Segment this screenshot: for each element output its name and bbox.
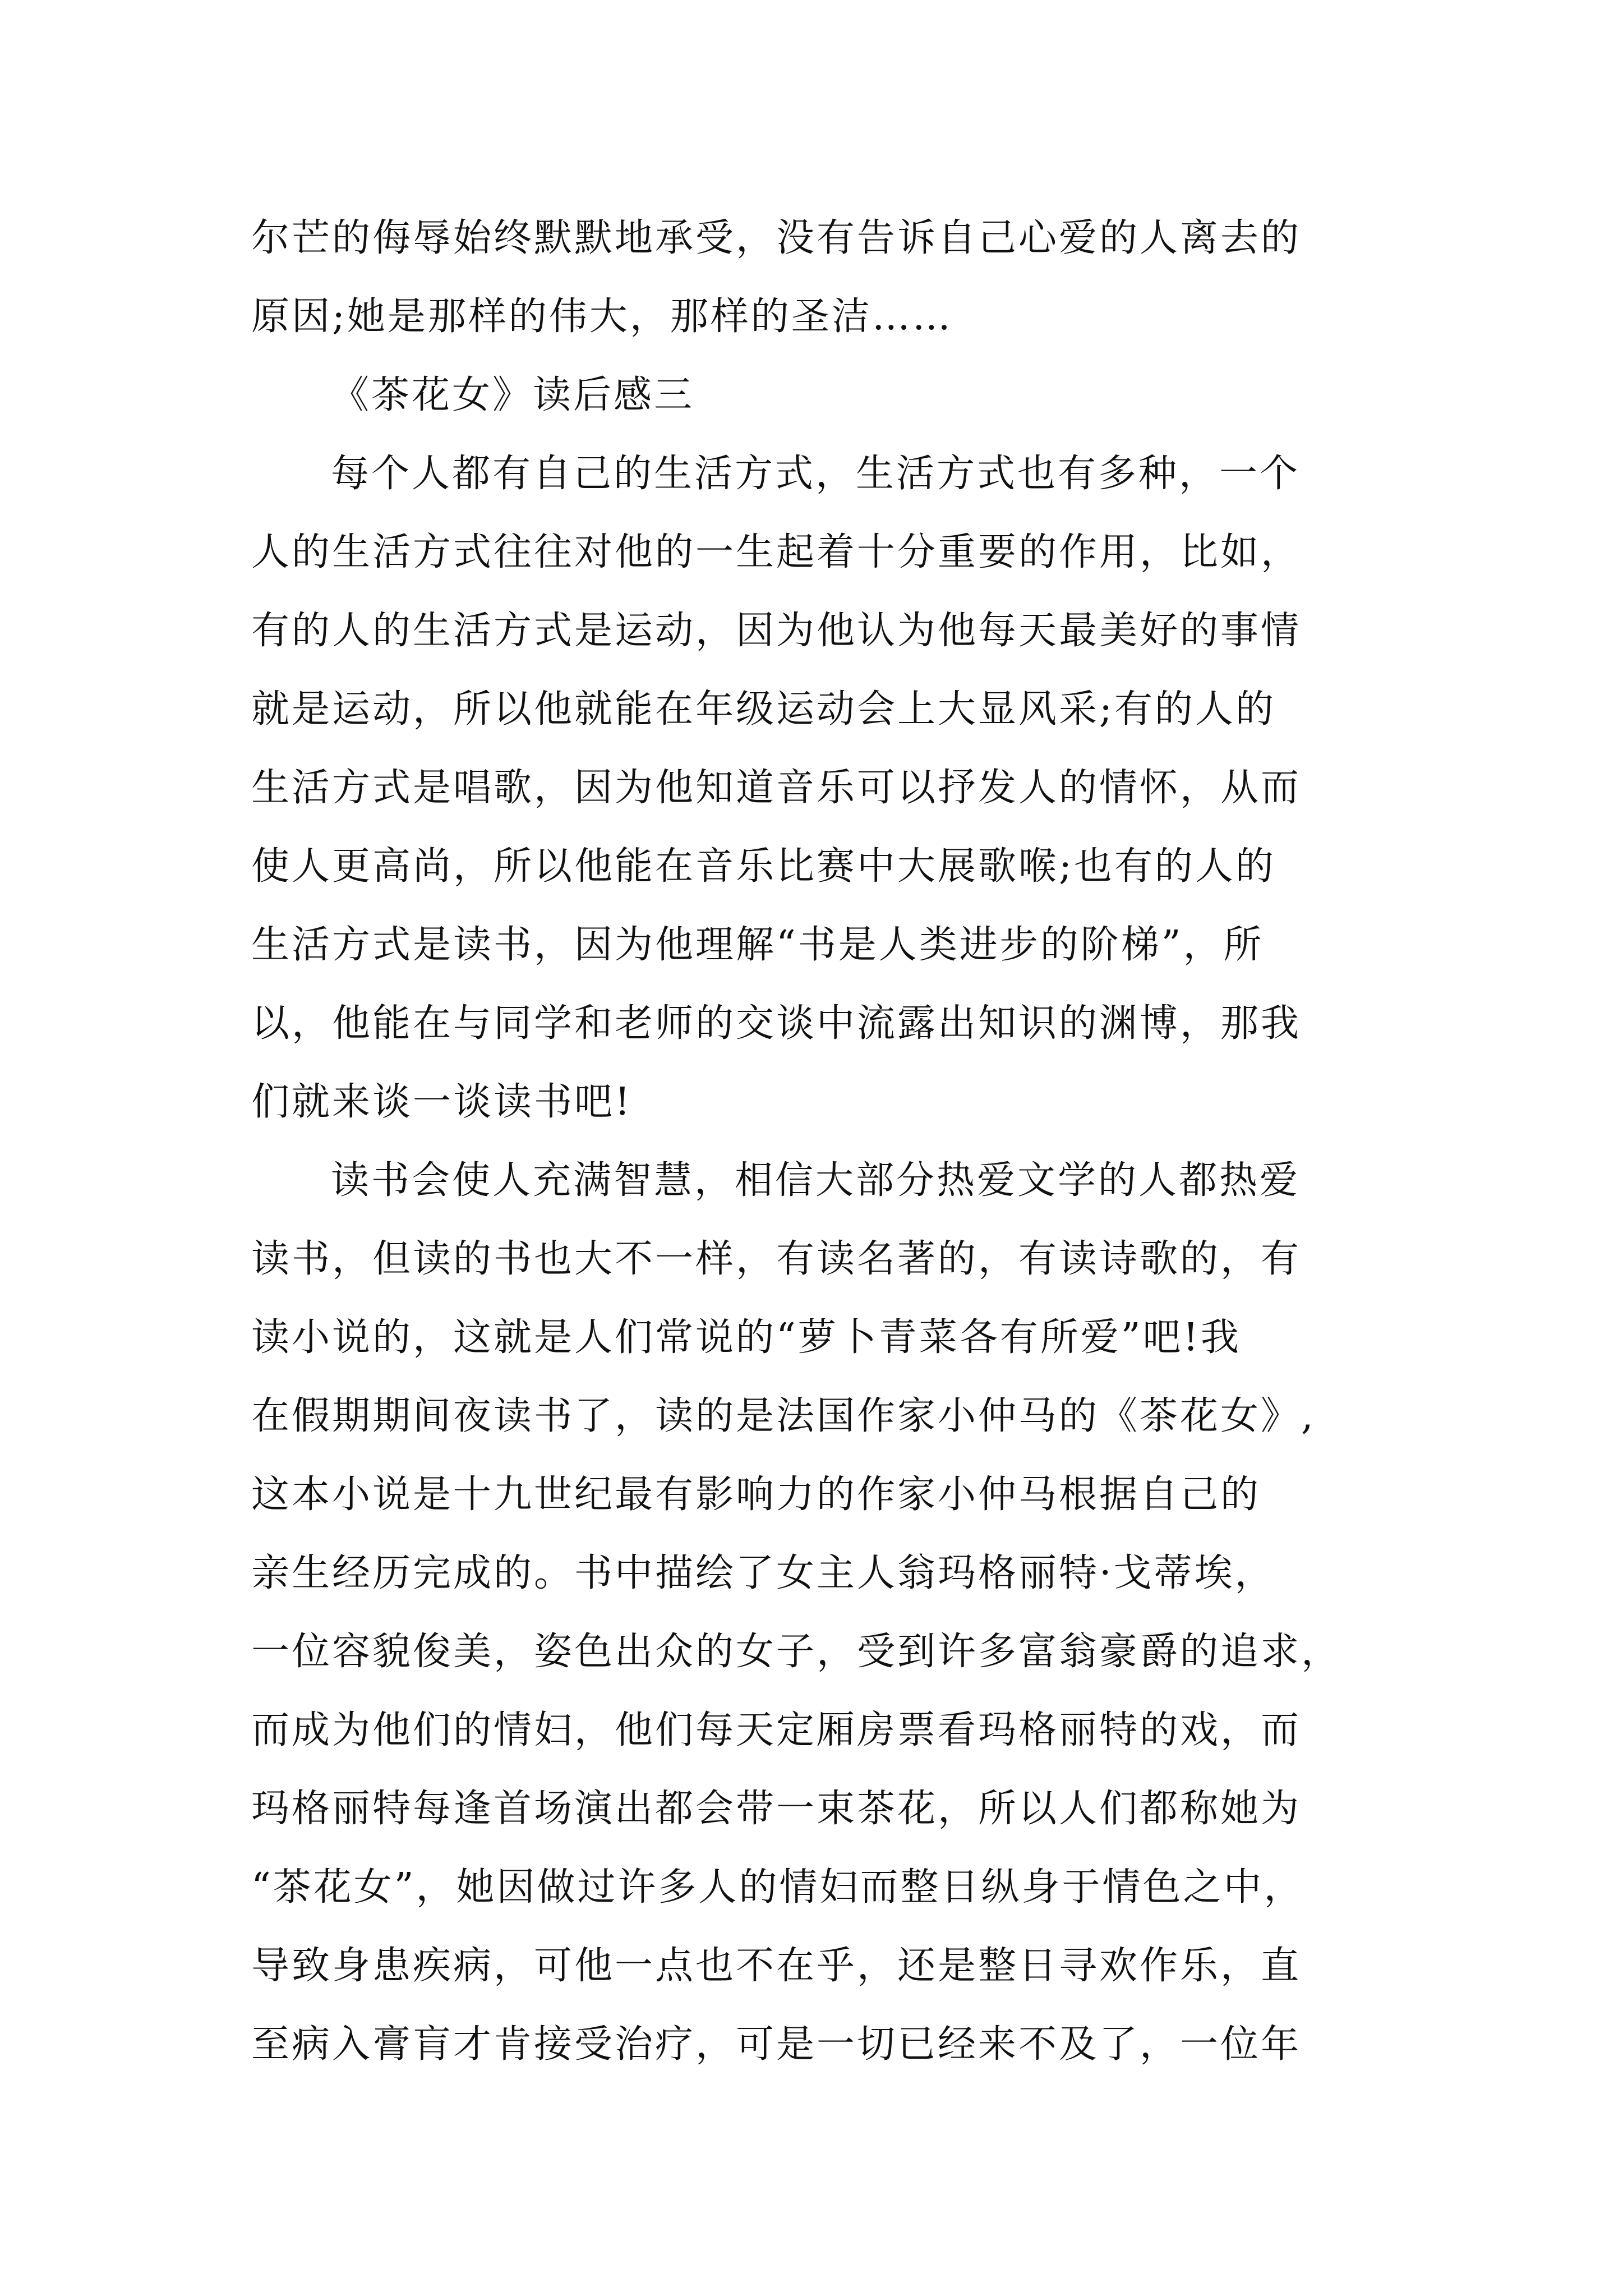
text-line: 以，他能在与同学和老师的交谈中流露出知识的渊博，那我 — [251, 1001, 1302, 1046]
text-line: 至病入膏肓才肯接受治疗，可是一切已经来不及了，一位年 — [251, 2022, 1302, 2067]
text-line: 们就来谈一谈读书吧! — [251, 1080, 633, 1124]
paragraph-first-line: 每个人都有自己的生活方式，生活方式也有多种，一个 — [331, 452, 1301, 496]
text-line: 尔芒的侮辱始终默默地承受，没有告诉自己心爱的人离去的 — [251, 216, 1302, 260]
text-line: 玛格丽特每逢首场演出都会带一束茶花，所以人们都称她为 — [251, 1787, 1302, 1831]
text-line: 读小说的，这就是人们常说的“萝卜青菜各有所爱”吧!我 — [251, 1315, 1241, 1360]
section-heading: 《茶花女》读后感三 — [331, 373, 695, 417]
text-line: 导致身患疾病，可他一点也不在乎，还是整日寻欢作乐，直 — [251, 1944, 1302, 1988]
text-line: 生活方式是唱歌，因为他知道音乐可以抒发人的情怀，从而 — [251, 766, 1302, 810]
text-line: “茶花女”，她因做过许多人的情妇而整日纵身于情色之中， — [251, 1865, 1304, 1910]
text-line: 一位容貌俊美，姿色出众的女子，受到许多富翁豪爵的追求， — [251, 1630, 1342, 1674]
text-line: 而成为他们的情妇，他们每天定厢房票看玛格丽特的戏，而 — [251, 1708, 1302, 1752]
text-line: 读书，但读的书也大不一样，有读名著的，有读诗歌的，有 — [251, 1237, 1302, 1281]
text-line: 在假期期间夜读书了，读的是法国作家小仲马的《茶花女》, — [251, 1394, 1316, 1438]
text-line: 人的生活方式往往对他的一生起着十分重要的作用，比如， — [251, 530, 1302, 574]
text-line: 使人更高尚，所以他能在音乐比赛中大展歌喉;也有的人的 — [251, 844, 1276, 889]
text-line: 原因;她是那样的伟大，那样的圣洁…… — [251, 295, 953, 339]
text-line: 生活方式是读书，因为他理解“书是人类进步的阶梯”，所 — [251, 923, 1264, 967]
text-line: 有的人的生活方式是运动，因为他认为他每天最美好的事情 — [251, 609, 1302, 653]
text-line: 就是运动，所以他就能在年级运动会上大显风采;有的人的 — [251, 687, 1276, 731]
text-line: 亲生经历完成的。书中描绘了女主人翁玛格丽特·戈蒂埃， — [251, 1551, 1275, 1595]
paragraph-first-line: 读书会使人充满智慧，相信大部分热爱文学的人都热爱 — [331, 1158, 1301, 1203]
text-line: 这本小说是十九世纪最有影响力的作家小仲马根据自己的 — [251, 1473, 1261, 1517]
